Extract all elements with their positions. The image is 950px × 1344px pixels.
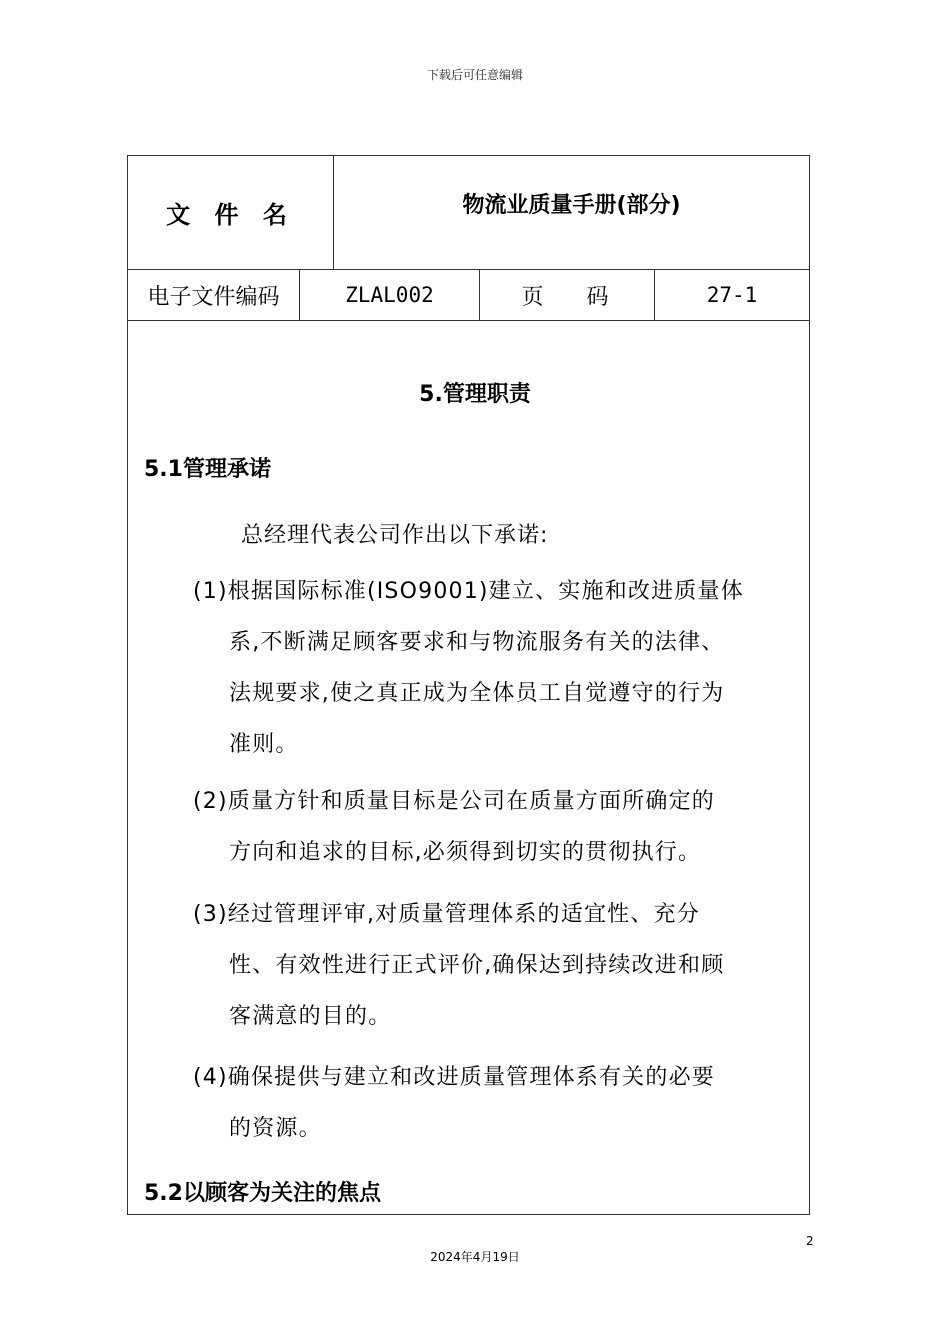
- item-line: 客满意的目的。: [229, 1004, 392, 1029]
- title-row: [128, 156, 809, 270]
- file-name-label: 文 件 名: [128, 156, 334, 269]
- commitment-item-3: [193, 895, 724, 1048]
- header-note: 下载后可任意编辑: [426, 68, 523, 82]
- subheading-5-2: 5.2以顾客为关注的焦点: [144, 1181, 381, 1206]
- item-line: 系,不断满足顾客要求和与物流服务有关的法律、: [229, 630, 725, 655]
- item-line: (1)根据国际标准(ISO9001)建立、实施和改进质量体: [193, 579, 744, 604]
- subheading-5-1: 5.1管理承诺: [144, 457, 271, 482]
- section-title: 5.管理职责: [419, 382, 531, 407]
- page-label: 页 码: [480, 270, 655, 320]
- commitment-item-4: [193, 1058, 715, 1160]
- page-number: 2: [806, 1234, 814, 1248]
- item-line: (4)确保提供与建立和改进质量管理体系有关的必要: [193, 1065, 715, 1090]
- item-line: 法规要求,使之真正成为全体员工自觉遵守的行为: [229, 681, 725, 706]
- item-line: (2)质量方针和质量目标是公司在质量方面所确定的: [193, 789, 715, 814]
- item-line: 方向和追求的目标,必须得到切实的贯彻执行。: [229, 840, 702, 865]
- document-title: 物流业质量手册(部分): [462, 193, 681, 218]
- code-row: [128, 270, 809, 321]
- commitment-item-1: [193, 572, 744, 776]
- item-line: (3)经过管理评审,对质量管理体系的适宜性、充分: [193, 902, 700, 927]
- page-value: 27-1: [706, 283, 758, 307]
- electronic-code-value: ZLAL002: [300, 270, 480, 320]
- item-line: 准则。: [229, 732, 299, 757]
- commitment-item-2: [193, 782, 715, 884]
- item-line: 的资源。: [229, 1116, 322, 1141]
- electronic-code-label: 电子文件编码: [128, 270, 300, 320]
- footer-date: 2024年4月19日: [430, 1250, 520, 1264]
- item-line: 性、有效性进行正式评价,确保达到持续改进和顾: [229, 953, 725, 978]
- intro-paragraph: 总经理代表公司作出以下承诺:: [241, 523, 549, 548]
- document-title-cell: [334, 156, 809, 269]
